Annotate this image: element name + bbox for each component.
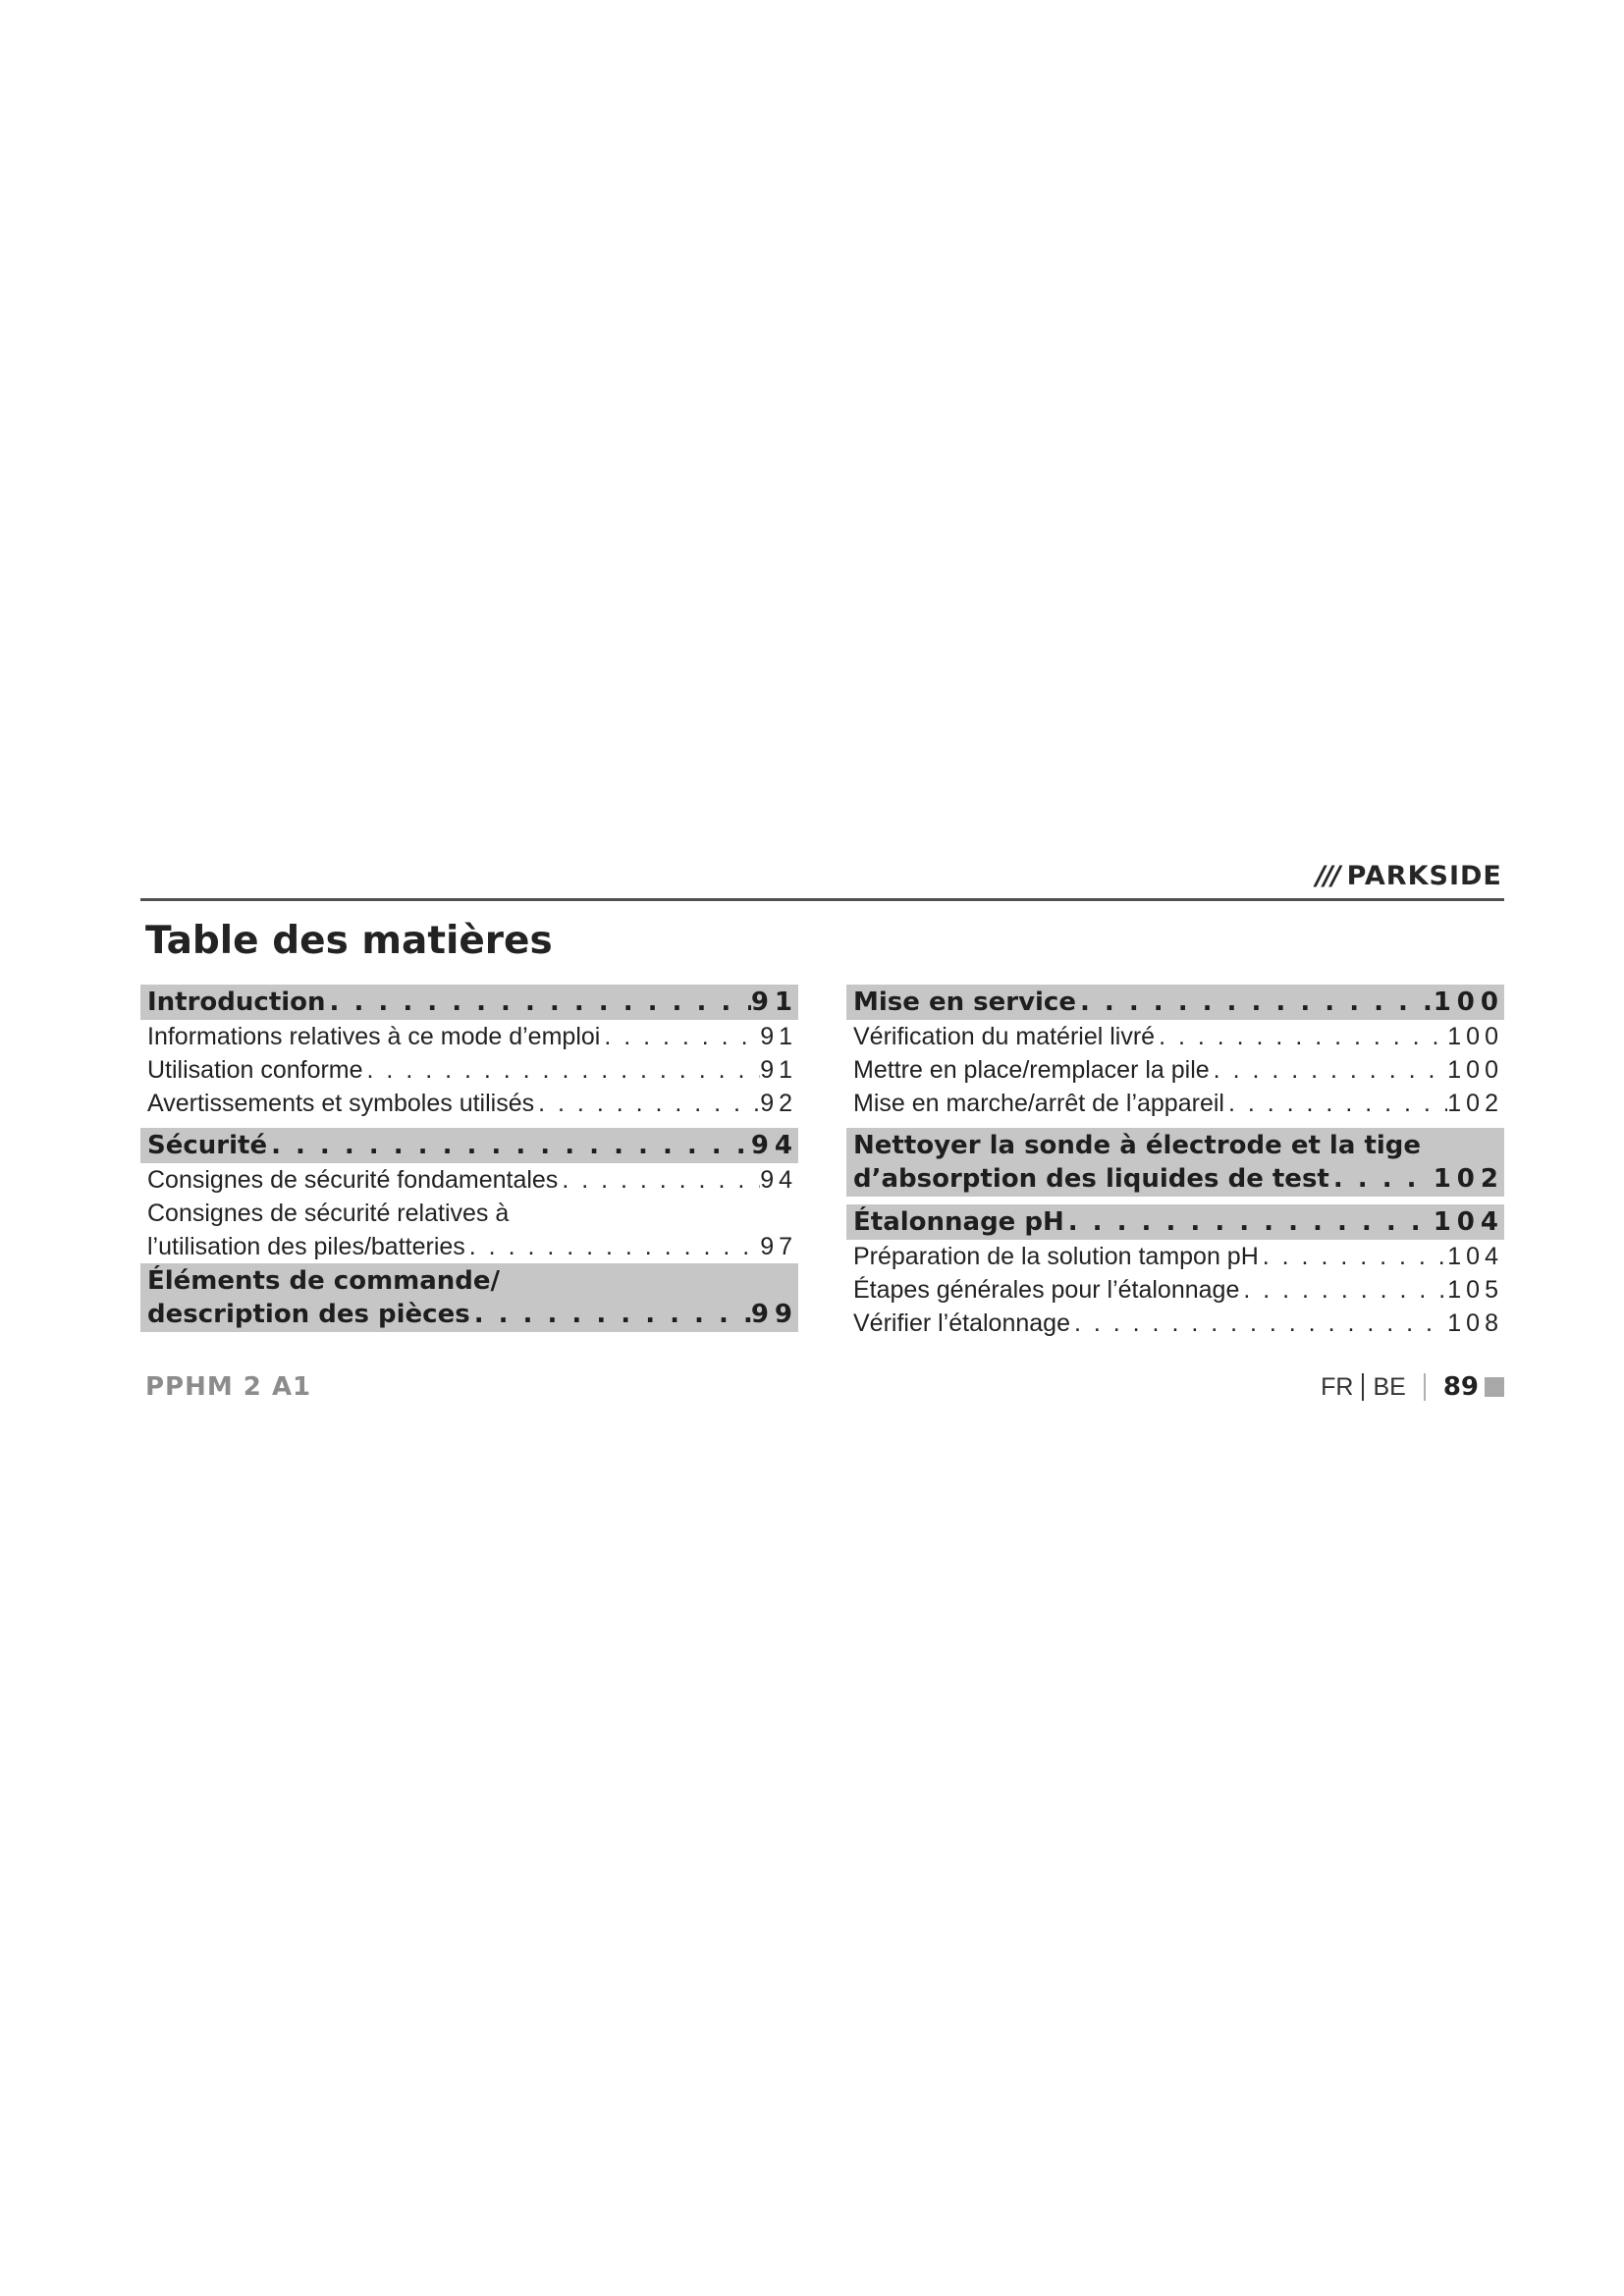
toc-section-label: description des pièces [147,1300,470,1329]
toc-entry-page: 102 [1447,1090,1503,1117]
toc-entry-page: 94 [760,1166,797,1194]
toc-entry-label: Consignes de sécurité fondamentales [147,1166,559,1194]
footer-separator [1362,1373,1364,1401]
toc-entry[interactable] [846,1020,1504,1053]
toc-left-column [140,985,798,1332]
toc-entry[interactable] [846,1307,1504,1340]
toc-entry[interactable] [846,1273,1504,1307]
toc-entry-label: Utilisation conforme [147,1056,363,1084]
dot-leader [558,1163,760,1197]
toc-entry-label: Vérification du matériel livré [853,1023,1156,1050]
toc-entry-page: 105 [1447,1276,1503,1304]
toc-entry-page: 108 [1447,1309,1503,1337]
dot-leader [326,986,751,1019]
toc-section-label: Étalonnage pH [853,1207,1064,1237]
footer-page-number: 89 [1442,1372,1479,1402]
dot-leader [1076,986,1434,1019]
toc-entry-label: Informations relatives à ce mode d’emploi [147,1023,601,1050]
toc-entry[interactable] [846,1053,1504,1087]
square-icon [1485,1377,1504,1397]
toc-entry-page: 91 [760,1056,797,1084]
header-divider [140,898,1504,901]
toc-entry[interactable] [140,1197,798,1263]
dot-leader [470,1298,751,1331]
dot-leader [1239,1273,1447,1307]
toc-entry-page: 100 [1447,1056,1503,1084]
brand-mark: /// [1316,861,1339,891]
toc-entry[interactable] [140,1087,798,1120]
toc-entry-page: 92 [760,1090,797,1117]
dot-leader [1329,1162,1434,1196]
toc-entry-label: Étapes générales pour l’étalonnage [853,1276,1240,1304]
toc-entry[interactable] [846,1240,1504,1273]
dot-leader [465,1230,760,1263]
toc-section-page: 91 [750,988,798,1017]
footer-lang-fr: FR [1321,1372,1354,1401]
toc-entry[interactable] [140,1020,798,1053]
toc-section-page: 104 [1433,1207,1504,1237]
toc-section-label-line1: Nettoyer la sonde à électrode et la tige [853,1131,1422,1160]
toc-section-securite[interactable] [140,1128,798,1163]
dot-leader [534,1087,760,1120]
toc-section-label: Mise en service [853,988,1076,1017]
toc-section-nettoyer-la-sonde[interactable] [846,1128,1504,1197]
toc-entry-label: Vérifier l’étalonnage [853,1309,1070,1337]
toc-entry[interactable] [140,1163,798,1197]
toc-entry-label: Mettre en place/remplacer la pile [853,1056,1210,1084]
page-title: Table des matières [145,919,553,963]
dot-leader [1259,1240,1448,1273]
footer-lang-be: BE [1373,1372,1406,1401]
footer-separator [1424,1373,1426,1401]
dot-leader [1070,1307,1447,1340]
toc-section-page: 100 [1433,988,1504,1017]
toc-entry-label: Mise en marche/arrêt de l’appareil [853,1090,1224,1117]
footer-page-info [1296,1372,1504,1402]
toc-entry-label: Préparation de la solution tampon pH [853,1243,1259,1270]
brand-name: PARKSIDE [1346,861,1502,891]
dot-leader [267,1129,751,1162]
toc-entry[interactable] [140,1053,798,1087]
toc-section-label: Introduction [147,988,326,1017]
dot-leader [1155,1020,1447,1053]
toc-section-page: 94 [750,1131,798,1160]
dot-leader [1224,1087,1447,1120]
toc-entry-label-line1: Consignes de sécurité relatives à [147,1200,510,1227]
toc-entry-label: Avertissements et symboles utilisés [147,1090,535,1117]
toc-section-etalonnage-ph[interactable] [846,1204,1504,1240]
dot-leader [363,1053,761,1087]
toc-section-label: Sécurité [147,1131,268,1160]
toc-section-elements-de-commande[interactable] [140,1263,798,1332]
toc-entry-label: l’utilisation des piles/batteries [147,1233,465,1260]
toc-entry-page: 100 [1447,1023,1503,1050]
toc-section-label-line1: Éléments de commande/ [147,1266,501,1296]
toc-entry[interactable] [846,1087,1504,1120]
brand-logo [1316,861,1504,891]
footer-model: PPHM 2 A1 [145,1372,312,1402]
dot-leader [600,1020,760,1053]
toc-entry-page: 104 [1447,1243,1503,1270]
toc-entry-page: 97 [760,1233,797,1260]
toc-section-mise-en-service[interactable] [846,985,1504,1020]
toc-section-page: 102 [1433,1164,1504,1194]
toc-entry-page: 91 [760,1023,797,1050]
dot-leader [1210,1053,1448,1087]
dot-leader [1064,1205,1434,1239]
toc-right-column [846,985,1504,1340]
toc-section-label: d’absorption des liquides de test [853,1164,1329,1194]
toc-section-introduction[interactable] [140,985,798,1020]
toc-section-page: 99 [750,1300,798,1329]
